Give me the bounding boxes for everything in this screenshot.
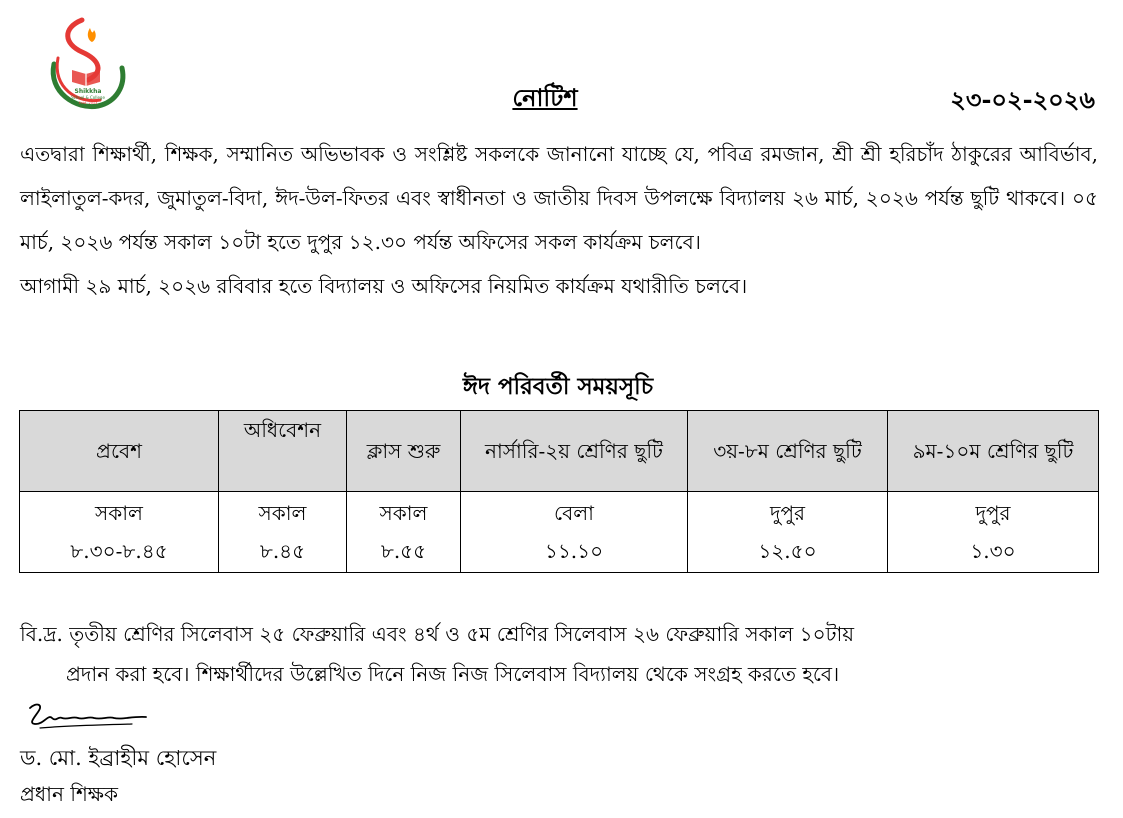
cell-class-start-period: সকাল — [379, 501, 428, 525]
schedule-table — [19, 410, 1099, 573]
signatory-designation: প্রধান শিক্ষক — [20, 782, 118, 806]
notice-title: নোটিশ — [512, 83, 578, 112]
header-3-8-leave: ৩য়-৮ম শ্রেণির ছুটি — [688, 411, 888, 492]
schedule-data-row — [20, 492, 1099, 573]
cell-3-8-leave — [688, 492, 888, 573]
cell-entry — [20, 492, 219, 573]
header-assembly: অধিবেশন — [219, 411, 347, 492]
cell-assembly — [219, 492, 347, 573]
header-entry: প্রবেশ — [20, 411, 219, 492]
logo-text-sub: School & College — [71, 95, 105, 100]
cell-entry-period: সকাল — [95, 501, 143, 525]
logo-text-est: Estd. 2013 — [78, 101, 98, 105]
cell-nursery-2-leave — [461, 492, 688, 573]
cell-9-10-leave — [888, 492, 1099, 573]
notice-paragraph-1: এতদ্বারা শিক্ষার্থী, শিক্ষক, সম্মানিত অভিভাবক ও সংশ্লিষ্ট সকলকে জানানো যাচ্ছে যে, পবিত্র রমজান, শ্রী শ্রী হরিচাঁদ ঠাকুরের আবির্ভাব, লাইলাতুল-কদর, জুমাতুল-বিদা, ঈদ-উল-ফিতর এবং স্বাধীনতা ও জাতীয় দিবস উপলক্ষে বিদ্যালয় ২৬ মার্চ, ২০২৬ পর্যন্ত ছুটি থাকবে। ০৫ মার্চ, ২০২৬ পর্যন্ত সকাল ১০টা হতে দুপুর ১২.৩০ পর্যন্ত অফিসের সকল কার্যক্রম চলবে। — [20, 142, 1098, 254]
notice-date: ২৩-০২-২০২৬ — [950, 85, 1095, 114]
cell-assembly-time: ৮.৪৫ — [259, 539, 306, 563]
footnote-line-1: বি.দ্র. তৃতীয় শ্রেণির সিলেবাস ২৫ ফেব্রুয়ারি এবং ৪র্থ ও ৫ম শ্রেণির সিলেবাস ২৬ ফেব্রুয়ারি সকাল ১০টায় — [20, 622, 855, 646]
schedule-header-row — [20, 411, 1099, 492]
footnote — [20, 614, 1110, 694]
cell-3-8-leave-time: ১২.৫০ — [758, 539, 817, 563]
cell-3-8-leave-period: দুপুর — [769, 501, 806, 525]
cell-assembly-period: সকাল — [258, 501, 307, 525]
signature-scribble — [22, 698, 154, 738]
cell-9-10-leave-time: ১.৩০ — [970, 539, 1016, 563]
signatory-name: ড. মো. ইব্রাহীম হোসেন — [20, 746, 217, 770]
header-9-10-leave: ৯ম-১০ম শ্রেণির ছুটি — [888, 411, 1099, 492]
cell-class-start-time: ৮.৫৫ — [380, 539, 427, 563]
header-class-start: ক্লাস শুরু — [347, 411, 461, 492]
notice-body — [20, 132, 1098, 308]
cell-nursery-2-leave-period: বেলা — [554, 501, 594, 525]
cell-nursery-2-leave-time: ১১.১০ — [544, 539, 604, 563]
logo-text-main: Shikkha — [74, 88, 102, 95]
schedule-title: ঈদ পরিবর্তী সময়সূচি — [462, 373, 654, 400]
header-nursery-2-leave: নার্সারি-২য় শ্রেণির ছুটি — [461, 411, 688, 492]
cell-class-start — [347, 492, 461, 573]
notice-paragraph-2: আগামী ২৯ মার্চ, ২০২৬ রবিবার হতে বিদ্যালয় ও অফিসের নিয়মিত কার্যক্রম যথারীতি চলবে। — [20, 274, 748, 298]
signature-image — [22, 698, 154, 738]
footnote-line-2: প্রদান করা হবে। শিক্ষার্থীদের উল্লেখিত দিনে নিজ নিজ সিলেবাস বিদ্যালয় থেকে সংগ্রহ করতে হবে। — [66, 662, 840, 686]
cell-entry-time: ৮.৩০-৮.৪৫ — [70, 539, 168, 563]
cell-9-10-leave-period: দুপুর — [975, 501, 1011, 525]
